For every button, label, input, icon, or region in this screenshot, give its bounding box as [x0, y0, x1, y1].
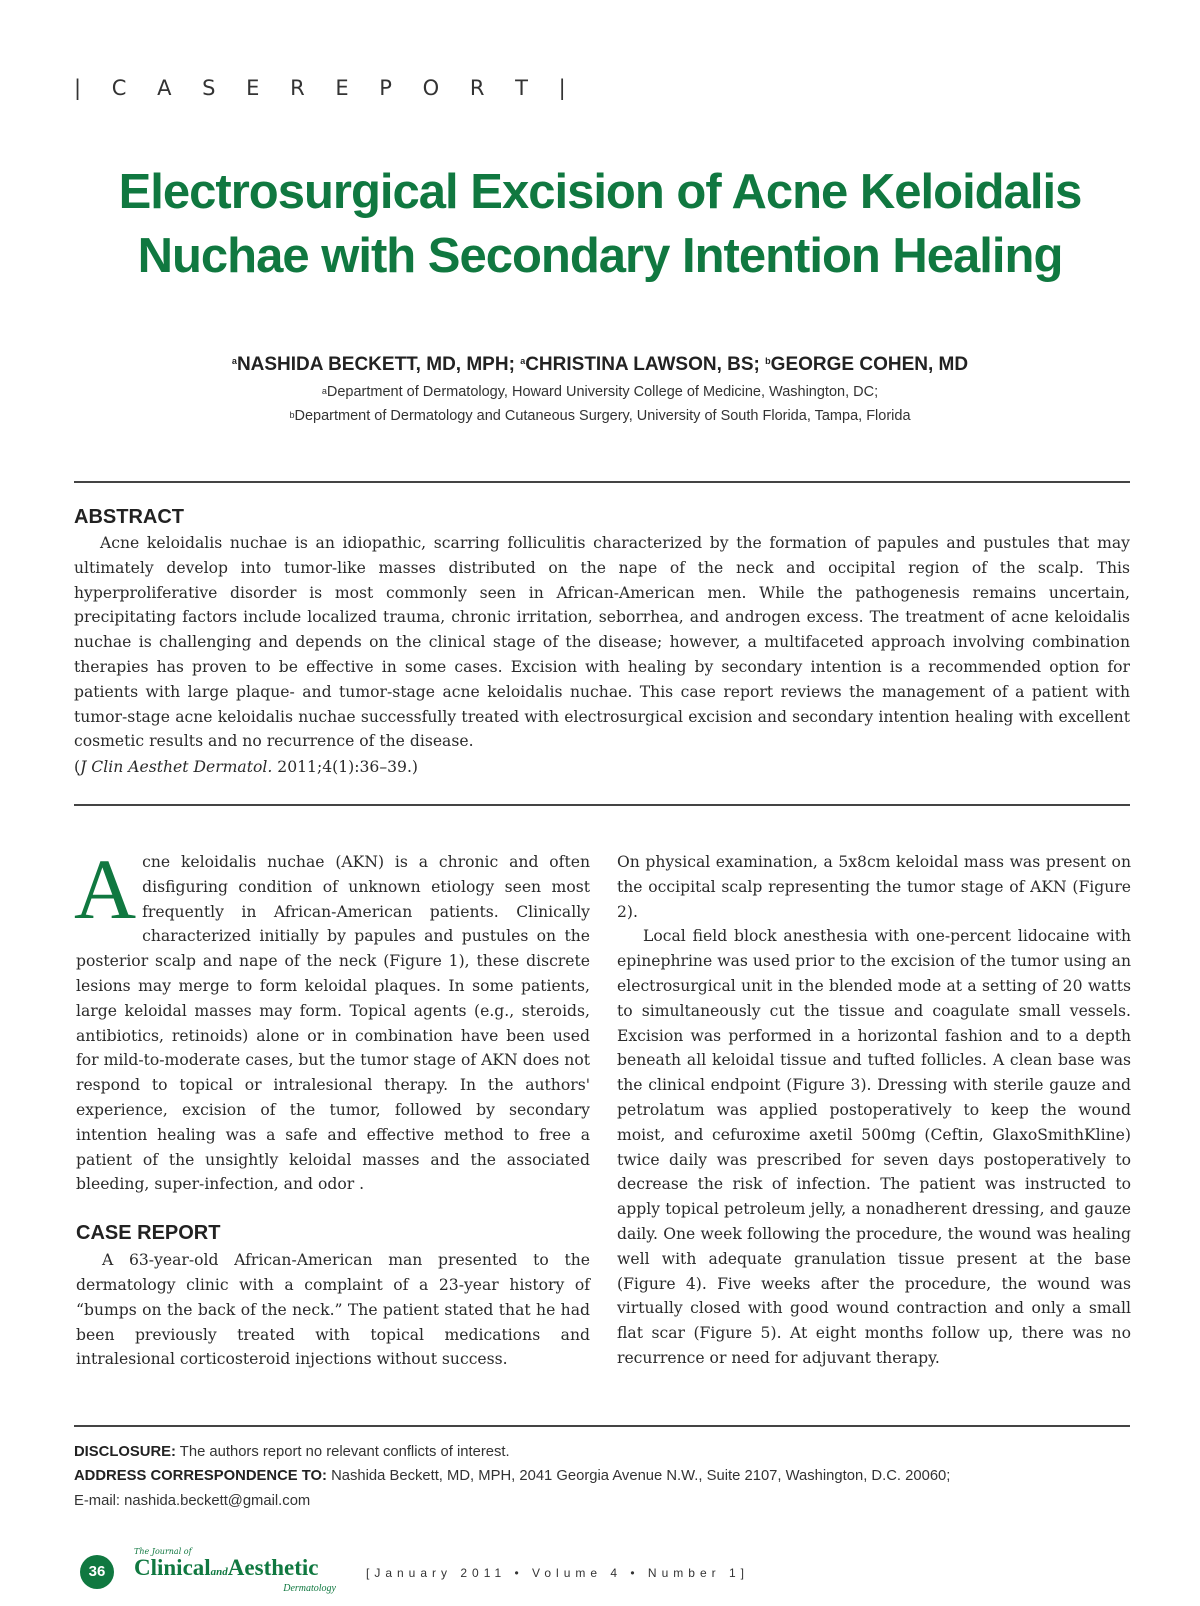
abstract-citation [74, 758, 418, 776]
affiliation-b [0, 408, 1200, 424]
citation-rest: 2011;4(1):36–39.) [272, 758, 419, 776]
intro-text: cne keloidalis nuchae (AKN) is a chronic and often disfiguring condition of unknown etiology seen most frequently in African-American patients. Clinically characterized initially by papules and pustules on the posterior scalp and nape of the neck (Figure 1), these discrete lesions may merge to form keloidal plaques. In some patients, large keloidal masses may form. Topical agents (e.g., steroids, antibiotics, retinoids) alone or in combination have been used for mild-to-moderate cases, but the tumor stage of AKN does not respond to topical or intralesional therapy. In the authors' experience, excision of the tumor, followed by secondary intention healing was a safe and effective method to free a patient of the unsightly keloidal masses and the associated bleeding, super-infection, and odor . [76, 853, 590, 1194]
intro-paragraph [74, 841, 590, 1197]
case-report-heading: CASE REPORT [76, 1222, 221, 1245]
disclosure-text: The authors report no relevant conflicts of interest. [175, 1444, 510, 1460]
title-line-1: Electrosurgical Excision of Acne Keloidalis [118, 165, 1082, 219]
body-column-right [617, 850, 1131, 1371]
divider-top [74, 481, 1130, 483]
journal-logo [134, 1547, 344, 1595]
journal-logo-top: The Journal of [134, 1547, 192, 1556]
address-label: ADDRESS CORRESPONDENCE TO: [74, 1468, 327, 1484]
article-title [0, 160, 1200, 288]
author-3: GEORGE COHEN, MD [770, 354, 969, 375]
author-1-superscript: a [231, 356, 237, 366]
journal-name-clinical: Clinical [134, 1555, 211, 1580]
drop-cap: A [74, 841, 137, 937]
divider-bottom [74, 1425, 1130, 1427]
case-paragraph-1: A 63-year-old African-American man presented to the dermatology clinic with a complaint of a 23-year history of “bumps on the back of the neck.” The patient stated that he had been previously treated with topical medications and intralesional corticosteroid injections without success. [76, 1251, 590, 1369]
abstract-text: Acne keloidalis nuchae is an idiopathic, scarring folliculitis characterized by the formation of papules and pustules that may ultimately develop into tumor-like masses distributed on the nape of the neck and occipital region of the scalp. This hyperproliferative disorder is most commonly seen in African-American men. While the pathogenesis remains uncertain, precipitating factors include localized trauma, chronic irritation, seborrhea, and androgen excess. The treatment of acne keloidalis nuchae is challenging and depends on the clinical stage of the disease; however, a multifaceted approach involving combination therapies has proven to be effective in some cases. Excision with healing by secondary intention is a recommended option for patients with large plaque- and tumor-stage acne keloidalis nuchae. This case report reviews the management of a patient with tumor-stage acne keloidalis nuchae successfully treated with electrosurgical excision and secondary intention healing with excellent cosmetic results and no recurrence of the disease. [74, 534, 1130, 751]
disclosure-label: DISCLOSURE: [74, 1444, 176, 1460]
author-2: CHRISTINA LAWSON, BS; [525, 354, 766, 375]
affiliation-b-text: Department of Dermatology and Cutaneous Surgery, University of South Florida, Tampa, Florida [294, 408, 911, 424]
page-number-badge: 36 [80, 1555, 114, 1589]
affiliation-a-superscript: a [321, 386, 327, 396]
abstract-body [74, 531, 1130, 754]
author-3-superscript: b [765, 356, 771, 366]
correspondence-email: E-mail: nashida.beckett@gmail.com [74, 1493, 311, 1509]
correspondence-address [74, 1468, 950, 1484]
section-label: | C A S E R E P O R T | [74, 76, 578, 100]
address-text: Nashida Beckett, MD, MPH, 2041 Georgia Avenue N.W., Suite 2107, Washington, D.C. 20060; [326, 1468, 951, 1484]
title-line-2: Nuchae with Secondary Intention Healing [137, 229, 1063, 283]
citation-open: ( [74, 758, 81, 776]
affiliation-a [0, 384, 1200, 400]
issue-info: [January 2011 • Volume 4 • Number 1] [366, 1566, 749, 1580]
author-1: NASHIDA BECKETT, MD, MPH; [236, 354, 521, 375]
journal-name-aesthetic: Aesthetic [227, 1555, 319, 1580]
journal-logo-sub: Dermatology [283, 1583, 336, 1594]
journal-logo-name [134, 1555, 318, 1581]
exam-paragraph: On physical examination, a 5x8cm keloidal mass was present on the occipital scalp representing the tumor stage of AKN (Figure 2). [617, 853, 1131, 921]
body-column-left [74, 841, 590, 1372]
affiliation-a-text: Department of Dermatology, Howard University College of Medicine, Washington, DC; [326, 384, 879, 400]
divider-middle [74, 804, 1130, 806]
author-list [0, 354, 1200, 376]
author-2-superscript: a [520, 356, 526, 366]
affiliation-b-superscript: b [289, 410, 295, 420]
citation-journal: J Clin Aesthet Dermatol. [80, 758, 273, 776]
abstract-heading: ABSTRACT [74, 506, 184, 528]
disclosure [74, 1444, 510, 1460]
procedure-paragraph: Local field block anesthesia with one-percent lidocaine with epinephrine was used prior to the excision of the tumor using an electrosurgical unit in the blended mode at a setting of 20 watts to simultaneously cut the tissue and coagulate small vessels. Excision was performed in a horizontal fashion and to a depth beneath all keloidal tissue and tufted follicles. A clean base was the clinical endpoint (Figure 3). Dressing with sterile gauze and petrolatum was applied postoperatively to keep the wound moist, and cefuroxime axetil 500mg (Ceftin, GlaxoSmithKline) twice daily was prescribed for seven days postoperatively to decrease the risk of infection. The patient was instructed to apply topical petroleum jelly, a nonadherent dressing, and gauze daily. One week following the procedure, the wound was healing well with adequate granulation tissue present at the base (Figure 4). Five weeks after the procedure, the wound was virtually closed with good wound contraction and only a small flat scar (Figure 5). At eight months follow up, there was no recurrence or need for adjuvant therapy. [617, 927, 1131, 1367]
journal-name-and: and [210, 1566, 228, 1578]
